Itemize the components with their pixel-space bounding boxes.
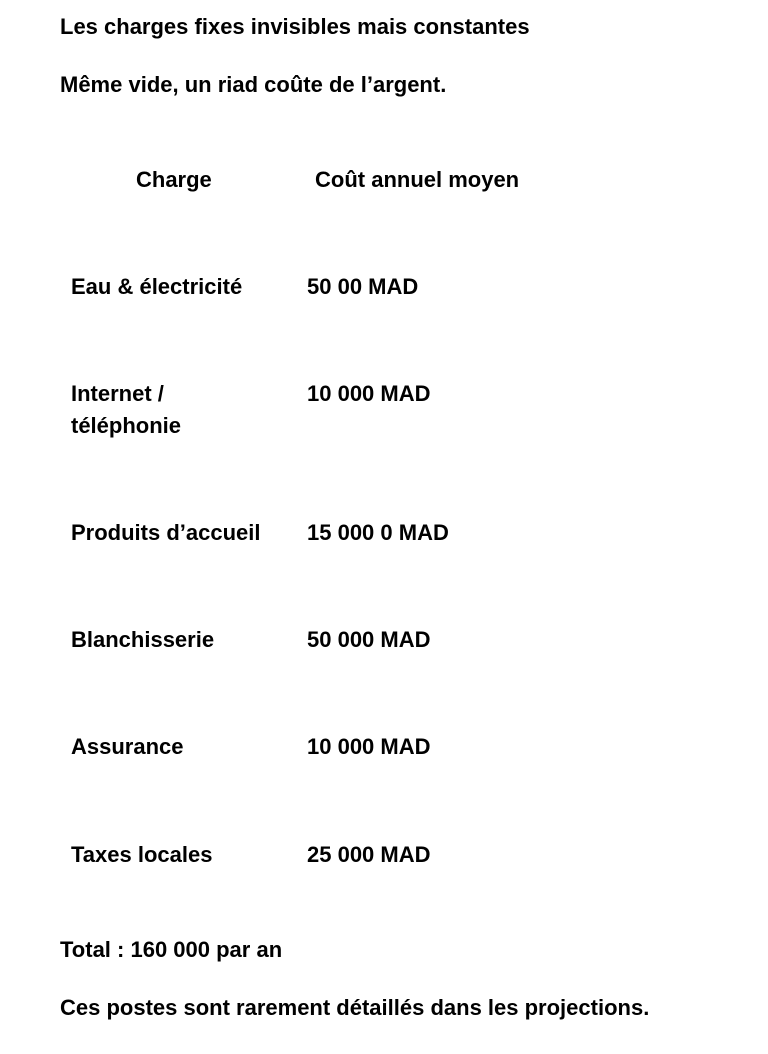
page-title: Les charges fixes invisibles mais constantes <box>60 14 530 39</box>
row-cost: 10 000 MAD <box>307 734 431 759</box>
table-header-cost: Coût annuel moyen <box>315 167 520 192</box>
row-charge: Blanchisserie <box>71 627 215 652</box>
row-cost: 50 00 MAD <box>307 274 419 299</box>
footer-note: Ces postes sont rarement détaillés dans les projections. <box>60 995 650 1020</box>
row-charge: Taxes locales <box>71 842 213 867</box>
row-charge: Eau & électricité <box>71 274 243 299</box>
row-charge: Internet / téléphonie <box>71 381 182 438</box>
row-cost: 10 000 MAD <box>307 381 431 406</box>
total-text: Total : 160 000 par an <box>60 937 283 962</box>
row-cost: 25 000 MAD <box>307 842 431 867</box>
row-charge: Produits d’accueil <box>71 520 261 545</box>
row-cost: 15 000 0 MAD <box>307 520 449 545</box>
row-cost: 50 000 MAD <box>307 627 431 652</box>
intro-text: Même vide, un riad coûte de l’argent. <box>60 72 447 97</box>
row-charge: Assurance <box>71 734 184 759</box>
table-header-charge: Charge <box>136 167 212 192</box>
